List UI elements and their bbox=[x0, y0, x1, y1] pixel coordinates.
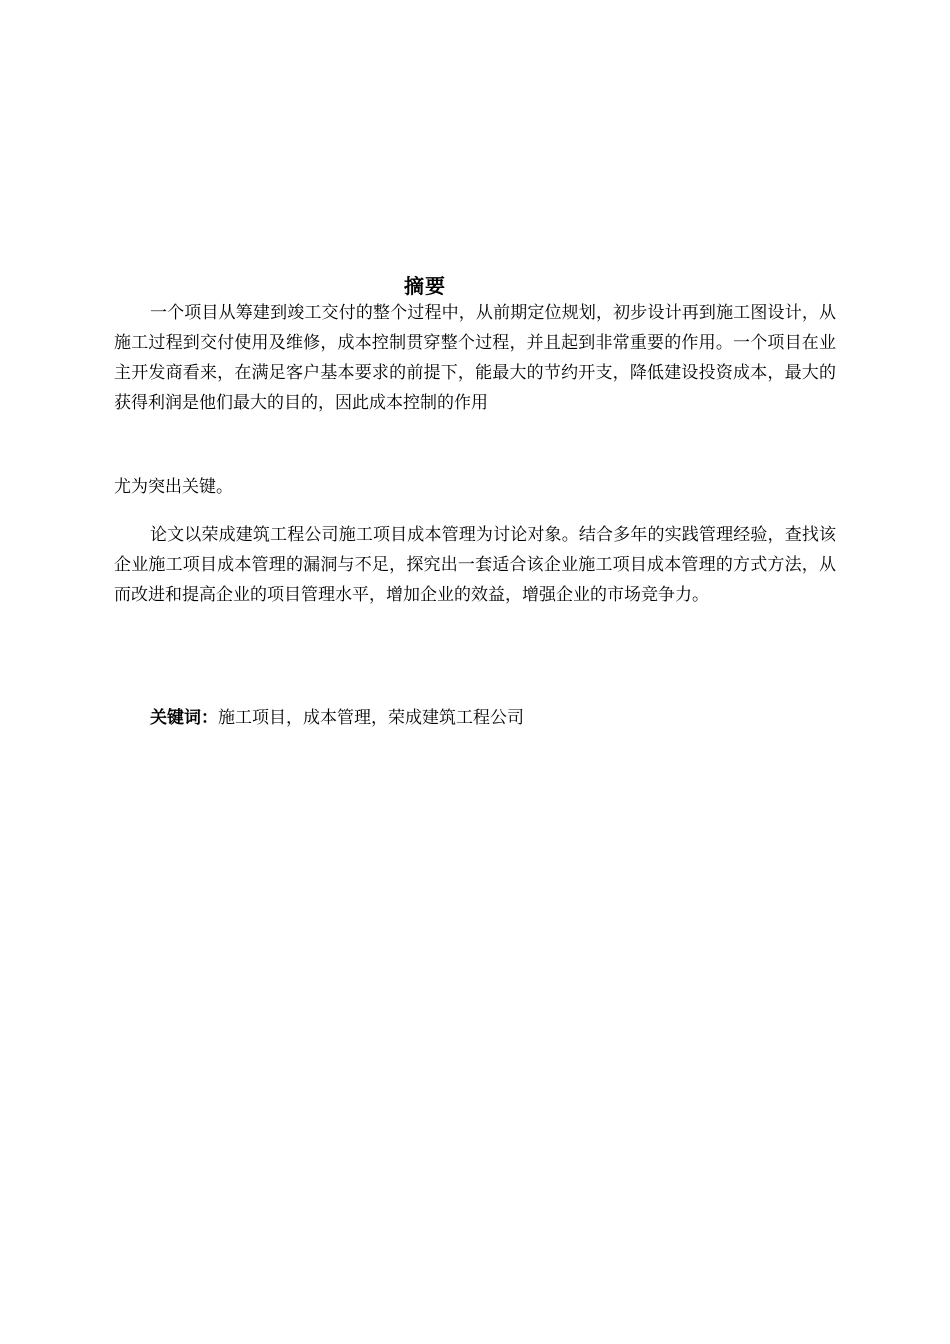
keywords-line bbox=[150, 703, 524, 733]
keywords-text: 施工项目，成本管理，荣成建筑工程公司 bbox=[218, 708, 524, 728]
keywords-label: 关键词： bbox=[150, 708, 218, 728]
abstract-paragraph-1-tail: 尤为突出关键。 bbox=[114, 477, 233, 497]
abstract-paragraph-2: 论文以荣成建筑工程公司施工项目成本管理为讨论对象。结合多年的实践管理经验，查找该企业施工项目成本管理的漏洞与不足，探究出一套适合该企业施工项目成本管理的方式方法，从而改进和提高企业的项目管理水平，增加企业的效益，增强企业的市场竞争力。 bbox=[114, 525, 836, 605]
abstract-paragraph-1: 一个项目从筹建到竣工交付的整个过程中，从前期定位规划，初步设计再到施工图设计，从施工过程到交付使用及维修，成本控制贯穿整个过程，并且起到非常重要的作用。一个项目在业主开发商看来，在满足客户基本要求的前提下，能最大的节约开支，降低建设投资成本，最大的获得利润是他们最大的目的，因此成本控制的作用 bbox=[114, 303, 836, 413]
abstract-title: 摘要 bbox=[404, 274, 446, 298]
